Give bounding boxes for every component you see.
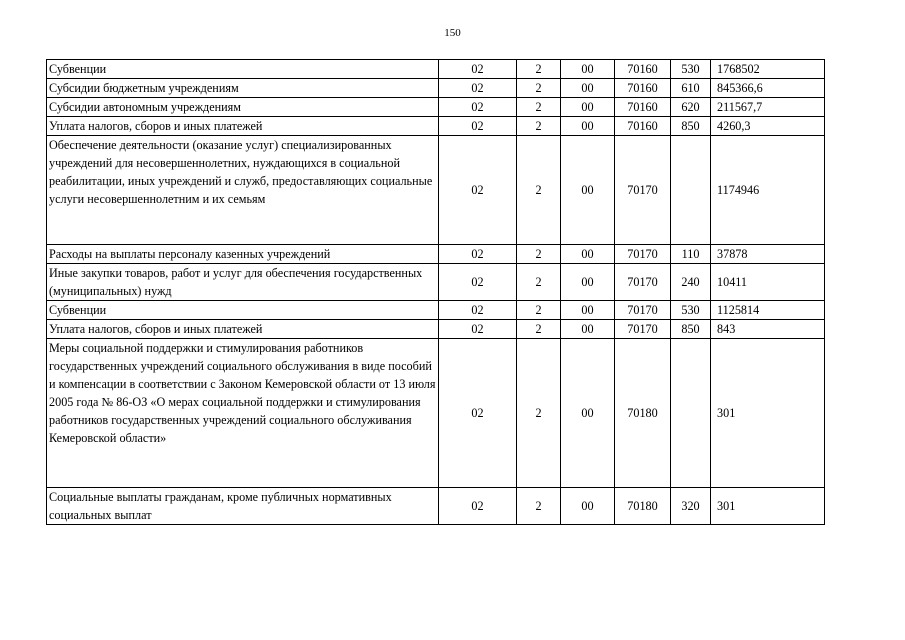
amount: 1125814: [711, 301, 825, 320]
amount: 211567,7: [711, 98, 825, 117]
expense-type-code: 240: [671, 264, 711, 301]
amount: 4260,3: [711, 117, 825, 136]
amount: 1174946: [711, 136, 825, 245]
subsection-code: 2: [517, 264, 561, 301]
amount: 843: [711, 320, 825, 339]
table-row: [47, 117, 825, 136]
table-row: [47, 98, 825, 117]
subsection-code: 2: [517, 60, 561, 79]
target-code: 70160: [615, 117, 671, 136]
amount: 301: [711, 339, 825, 488]
subsection-code: 2: [517, 79, 561, 98]
section-code: 02: [439, 301, 517, 320]
table-row: [47, 264, 825, 301]
table-row: [47, 245, 825, 264]
table-row: [47, 339, 825, 488]
target-code: 70170: [615, 245, 671, 264]
program-code: 00: [561, 117, 615, 136]
section-code: 02: [439, 98, 517, 117]
program-code: 00: [561, 98, 615, 117]
amount: 1768502: [711, 60, 825, 79]
section-code: 02: [439, 264, 517, 301]
section-code: 02: [439, 339, 517, 488]
expense-type-code: [671, 136, 711, 245]
row-name: Меры социальной поддержки и стимулирования работников государственных учреждений социального обслуживания в виде пособий и компенсации в соответствии с Законом Кемеровской области от 13 июля 2005 года № 86-ОЗ «О мерах социальной поддержки и стимулирования работников государственных учреждений социального обслуживания Кемеровской области»: [47, 339, 439, 488]
table-row: [47, 60, 825, 79]
table-row: [47, 488, 825, 525]
target-code: 70160: [615, 79, 671, 98]
row-name: Уплата налогов, сборов и иных платежей: [47, 117, 439, 136]
target-code: 70170: [615, 320, 671, 339]
table-row: [47, 320, 825, 339]
expense-type-code: 320: [671, 488, 711, 525]
subsection-code: 2: [517, 339, 561, 488]
row-name: Обеспечение деятельности (оказание услуг) специализированных учреждений для несовершеннолетних, нуждающихся в социальной реабилитации, иных учреждений и служб, предоставляющих социальные услуги несовершеннолетним и их семьям: [47, 136, 439, 245]
subsection-code: 2: [517, 488, 561, 525]
section-code: 02: [439, 136, 517, 245]
section-code: 02: [439, 60, 517, 79]
program-code: 00: [561, 301, 615, 320]
program-code: 00: [561, 136, 615, 245]
program-code: 00: [561, 245, 615, 264]
subsection-code: 2: [517, 136, 561, 245]
program-code: 00: [561, 60, 615, 79]
section-code: 02: [439, 245, 517, 264]
row-name: Субсидии бюджетным учреждениям: [47, 79, 439, 98]
expense-type-code: 610: [671, 79, 711, 98]
subsection-code: 2: [517, 245, 561, 264]
row-name: Расходы на выплаты персоналу казенных учреждений: [47, 245, 439, 264]
budget-table: [46, 59, 825, 525]
expense-type-code: 620: [671, 98, 711, 117]
program-code: 00: [561, 488, 615, 525]
row-name: Уплата налогов, сборов и иных платежей: [47, 320, 439, 339]
target-code: 70170: [615, 301, 671, 320]
subsection-code: 2: [517, 320, 561, 339]
section-code: 02: [439, 79, 517, 98]
expense-type-code: [671, 339, 711, 488]
table-row: [47, 79, 825, 98]
target-code: 70170: [615, 264, 671, 301]
page-number: 150: [444, 27, 461, 39]
section-code: 02: [439, 320, 517, 339]
row-name: Субсидии автономным учреждениям: [47, 98, 439, 117]
target-code: 70170: [615, 136, 671, 245]
amount: 845366,6: [711, 79, 825, 98]
target-code: 70180: [615, 488, 671, 525]
target-code: 70160: [615, 98, 671, 117]
target-code: 70180: [615, 339, 671, 488]
subsection-code: 2: [517, 98, 561, 117]
subsection-code: 2: [517, 117, 561, 136]
table-row: [47, 136, 825, 245]
row-name: Субвенции: [47, 60, 439, 79]
expense-type-code: 530: [671, 60, 711, 79]
program-code: 00: [561, 339, 615, 488]
program-code: 00: [561, 79, 615, 98]
amount: 10411: [711, 264, 825, 301]
amount: 301: [711, 488, 825, 525]
expense-type-code: 850: [671, 117, 711, 136]
expense-type-code: 850: [671, 320, 711, 339]
row-name: Социальные выплаты гражданам, кроме публичных нормативных социальных выплат: [47, 488, 439, 525]
target-code: 70160: [615, 60, 671, 79]
section-code: 02: [439, 117, 517, 136]
row-name: Иные закупки товаров, работ и услуг для обеспечения государственных (муниципальных) нужд: [47, 264, 439, 301]
expense-type-code: 110: [671, 245, 711, 264]
amount: 37878: [711, 245, 825, 264]
expense-type-code: 530: [671, 301, 711, 320]
program-code: 00: [561, 320, 615, 339]
section-code: 02: [439, 488, 517, 525]
table-row: [47, 301, 825, 320]
row-name: Субвенции: [47, 301, 439, 320]
subsection-code: 2: [517, 301, 561, 320]
program-code: 00: [561, 264, 615, 301]
